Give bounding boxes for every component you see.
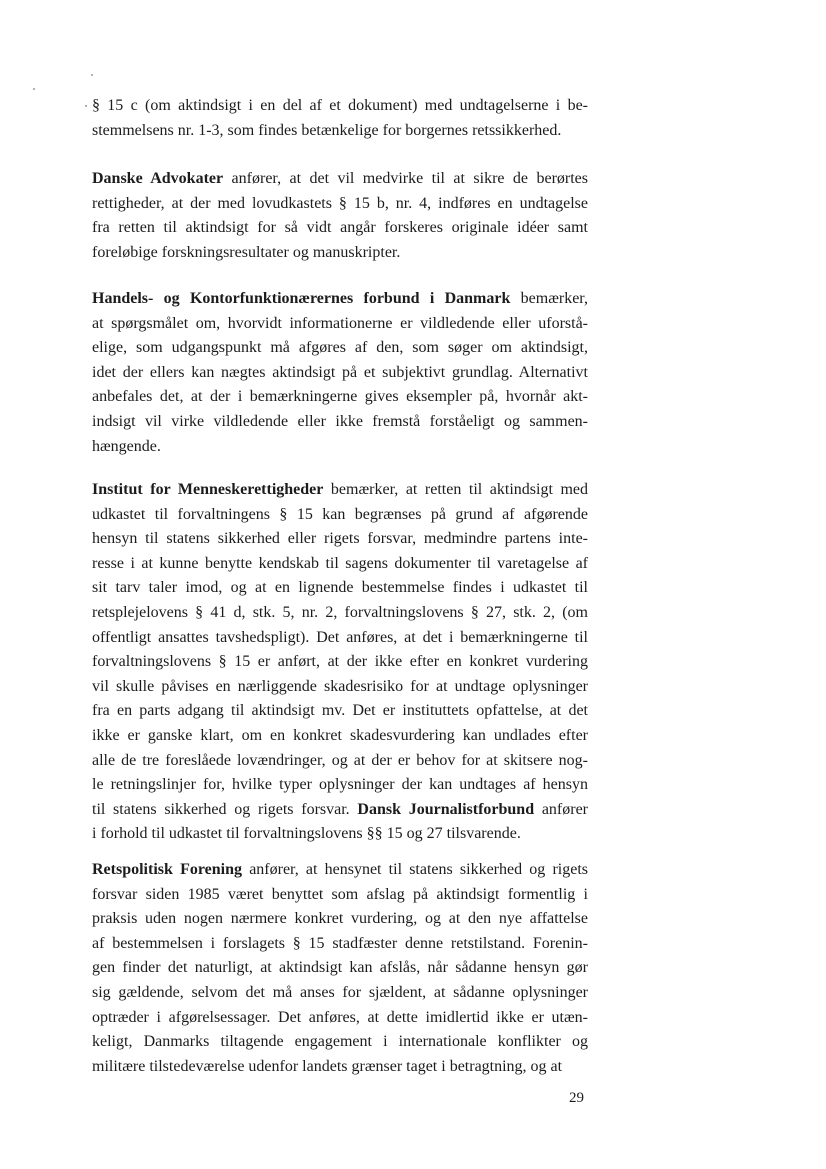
- text-line: [92, 650, 588, 675]
- paragraph: [92, 167, 588, 265]
- text-line: [92, 749, 588, 774]
- text-run: § 15 c (om aktindsigt i en del af et dokument) med undtagelserne i be-: [92, 97, 588, 114]
- text-line: [92, 798, 588, 823]
- text-run: idet der ellers kan nægtes aktindsigt på et subjektivt grundlag. Alternativt: [92, 363, 588, 381]
- text-run: keligt, Danmarks tiltagende engagement i internationale konflikter og: [92, 1033, 588, 1051]
- text-run: le retningslinjer for, hvilke typer oplysninger der kan undtages af hensyn: [92, 776, 588, 794]
- text-line: [92, 312, 588, 337]
- text-run: til statens sikkerhed og rigets forsvar.: [92, 800, 358, 818]
- text-run: hensyn til statens sikkerhed eller rigets forsvar, medmindre partens inte-: [92, 530, 588, 548]
- text-line: [92, 822, 588, 847]
- bold-name: Danske Advokater: [92, 170, 224, 187]
- text-run: forvaltningslovens § 15 er anført, at der ikke efter en konkret vurdering: [92, 653, 588, 671]
- text-line: [92, 1006, 588, 1031]
- text-run: alle de tre foreslåede lovændringer, og at der er behov for at skitsere nog-: [92, 751, 588, 769]
- page-number: 29: [569, 1090, 584, 1106]
- scan-speck: [33, 88, 35, 90]
- text-run: anfører, at hensynet til statens sikkerhed og rigets: [242, 861, 589, 878]
- text-run: bemærker,: [510, 290, 588, 307]
- text-line: [92, 907, 588, 932]
- text-line: [92, 361, 588, 386]
- text-run: at spørgsmålet om, hvorvidt informationerne er vildledende eller uforstå-: [92, 314, 588, 332]
- text-line: [92, 576, 588, 601]
- text-run: sig gældende, selvom det må anses for sjældent, at sådanne oplysninger: [92, 983, 588, 1001]
- text-run: optræder i afgørelsessager. Det anføres, at dette imidlertid ikke er utæn-: [92, 1008, 588, 1026]
- text-run: foreløbige forskningsresultater og manuskripter.: [92, 243, 401, 261]
- text-line: [92, 724, 588, 749]
- bold-name: Handels- og Kontorfunktionærernes forbund i Danmark: [92, 290, 511, 307]
- text-run: udkastet til forvaltningens § 15 kan begrænses på grund af afgørende: [92, 505, 588, 523]
- bold-name: Institut for Menneskerettigheder: [92, 481, 324, 498]
- text-run: bemærker, at retten til aktindsigt med: [323, 481, 588, 498]
- text-line: [92, 167, 588, 192]
- paragraph: [92, 478, 588, 847]
- text-run: anbefales det, at der i bemærkningerne gives eksempler på, hvornår akt-: [92, 388, 588, 406]
- text-line: [92, 192, 588, 217]
- text-line: [92, 216, 588, 241]
- text-line: [92, 956, 588, 981]
- text-run: stemmelsens nr. 1-3, som findes betænkelige for borgernes retssikkerhed.: [92, 121, 562, 139]
- text-line: [92, 675, 588, 700]
- text-run: fra en parts adgang til aktindsigt mv. Det er instituttets opfattelse, at det: [92, 702, 588, 720]
- text-line: [92, 336, 588, 361]
- text-line: [92, 503, 588, 528]
- text-run: anfører, at det vil medvirke til at sikre de berørtes: [223, 170, 588, 187]
- text-line: [92, 552, 588, 577]
- text-run: i forhold til udkastet til forvaltningslovens §§ 15 og 27 tilsvarende.: [92, 825, 521, 843]
- text-line: [92, 241, 588, 266]
- text-line: [92, 981, 588, 1006]
- text-line: [92, 435, 588, 460]
- text-run: forsvar siden 1985 været benyttet som afslag på aktindsigt formentlig i: [92, 885, 588, 903]
- text-line: [92, 410, 588, 435]
- text-run: af bestemmelsen i forslagets § 15 stadfæster denne retstilstand. Forenin-: [92, 934, 588, 952]
- paragraph: [92, 94, 588, 143]
- text-run: anfører: [534, 800, 589, 818]
- text-line: [92, 626, 588, 651]
- scan-speck: [91, 74, 93, 76]
- text-line: [92, 601, 588, 626]
- text-run: elige, som udgangspunkt må afgøres af den, som søger om aktindsigt,: [92, 339, 588, 357]
- text-line: [92, 699, 588, 724]
- paragraph: [92, 858, 588, 1079]
- text-run: gen finder det naturligt, at aktindsigt kan afslås, når sådanne hensyn gør: [92, 959, 588, 977]
- text-run: vil skulle påvises en nærliggende skadesrisiko for at undtage oplysninger: [92, 677, 588, 695]
- bold-name: Dansk Journalistforbund: [357, 800, 535, 818]
- text-run: retsplejelovens § 41 d, stk. 5, nr. 2, forvaltningslovens § 27, stk. 2, (om: [92, 603, 588, 621]
- text-run: praksis uden nogen nærmere konkret vurdering, og at den nye affattelse: [92, 910, 588, 928]
- bold-name: Retspolitisk Forening: [92, 861, 243, 878]
- text-line: [92, 883, 588, 908]
- text-run: hængende.: [92, 437, 161, 455]
- scan-speck: [85, 105, 87, 107]
- text-line: [92, 287, 588, 312]
- text-line: [92, 385, 588, 410]
- text-run: offentligt ansattes tavshedspligt). Det anføres, at det i bemærkningerne til: [92, 628, 588, 646]
- text-line: [92, 1055, 588, 1080]
- text-run: militære tilstedeværelse udenfor landets grænser taget i betragtning, og at: [92, 1057, 563, 1075]
- text-line: [92, 932, 588, 957]
- text-line: [92, 94, 588, 119]
- text-line: [92, 527, 588, 552]
- paragraph: [92, 287, 588, 459]
- text-run: ikke er ganske klart, om en konkret skadesvurdering kan undlades efter: [92, 726, 588, 744]
- text-run: resse i at kunne benytte kendskab til sagens dokumenter til varetagelse af: [92, 554, 588, 572]
- text-line: [92, 1030, 588, 1055]
- text-line: [92, 478, 588, 503]
- text-line: [92, 773, 588, 798]
- text-run: indsigt vil virke vildledende eller ikke fremstå forståeligt og sammen-: [92, 412, 588, 430]
- text-run: fra retten til aktindsigt for så vidt angår forskeres originale idéer samt: [92, 219, 588, 237]
- text-line: [92, 858, 588, 883]
- text-run: sit tarv taler imod, og at en lignende bestemmelse findes i udkastet til: [92, 579, 588, 597]
- text-line: [92, 119, 588, 144]
- text-run: rettigheder, at der med lovudkastets § 15 b, nr. 4, indføres en undtagelse: [92, 194, 588, 212]
